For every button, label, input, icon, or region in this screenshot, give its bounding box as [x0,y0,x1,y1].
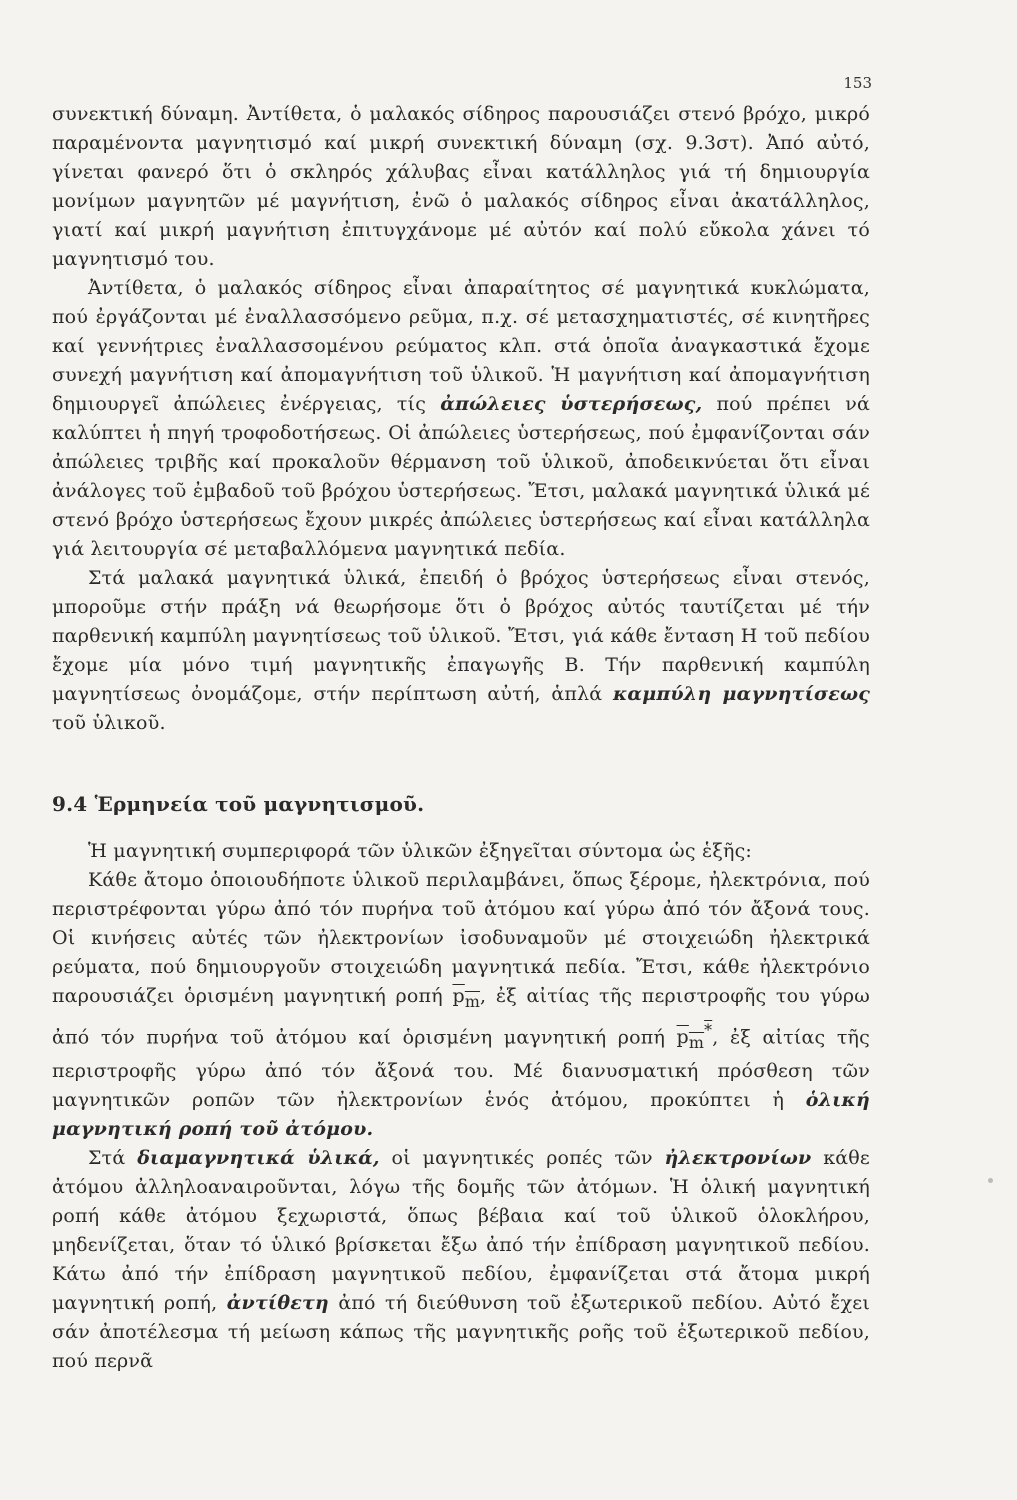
paragraph-6-text-d: ἀπό τή διεύθυνση τοῦ ἐξωτερικοῦ πεδίου. Αὐτό ἔχει σάν ἀποτέλεσμα τή μείωση κάπως τῆς μαγνητικῆς ροῆς τοῦ ἐξωτερικοῦ πεδίου, πού περνᾶ [52,1291,870,1372]
paragraph-3-text-b: τοῦ ὑλικοῦ. [52,712,166,734]
paragraph-6-text-a: Στά [88,1146,126,1169]
electrons-term: ἠλεκτρονίων [664,1146,812,1169]
spin-moment-symbol [676,1020,713,1052]
total-moment-term: ὁλική μαγνητική ροπή τοῦ ἀτόμου. [52,1088,870,1140]
paragraph-1 [52,100,870,274]
paragraph-3 [52,564,870,738]
paragraph-1-text: συνεκτική δύναμη. Ἀντίθετα, ὁ μαλακός σίδηρος παρουσιάζει στενό βρόχο, μικρό παραμένοντα μαγνητισμό καί μικρή συνεκτική δύναμη (σχ. 9.3στ). Ἀπό αὐτό, γίνεται φανερό ὅτι ὁ σκληρός χάλυβας εἶναι κατάλληλος γιά τή δημιουργία μονίμων μαγνητῶν μέ μαγνήτιση, ἐνῶ ὁ μαλακός σίδηρος εἶναι ἀκατάλληλος, γιατί καί μικρή μαγνήτιση ἐπιτυγχάνομε μέ αὐτόν καί πολύ εὔκολα χάνει τό μαγνητισμό του. [52,103,870,270]
spin-moment-letter: p [676,1026,689,1049]
paragraph-4-text: Ἡ μαγνητική συμπεριφορά τῶν ὑλικῶν ἐξηγεῖται σύντομα ὡς ἑξῆς: [88,840,753,862]
section-number: 9.4 [52,792,88,816]
paragraph-5-text-c: , ἐξ αἰτίας τῆς περιστροφῆς γύρω ἀπό τόν ἄξονά του. Μέ διανυσματική πρόσθεση τῶν μαγνητικῶν ροπῶν τῶν ἠλεκτρονίων ἑνός ἀτόμου, προκύπτει ἡ [52,1026,870,1111]
paragraph-6 [52,1144,870,1376]
paragraph-5 [52,866,870,1144]
spin-moment-superscript: * [704,1020,713,1040]
section-title: Ἑρμηνεία τοῦ μαγνητισμοῦ. [94,792,425,816]
orbital-moment-symbol [452,985,481,1011]
magnetization-curve-term: καμπύλη μαγνητίσεως [612,683,870,705]
orbital-moment-letter: p [452,985,465,1007]
paragraph-5-text-b: , ἐξ αἰτίας τῆς περιστροφῆς του γύρω ἀπό τόν πυρήνα τοῦ ἀτόμου καί ὁρισμένη μαγνητική ροπή [52,985,870,1049]
opposite-term: ἀντίθετη [226,1291,329,1314]
page-number: 153 [843,74,872,92]
paragraph-6-text-b: οἱ μαγνητικές ροπές τῶν [391,1146,653,1169]
paragraph-2-text-a: Ἀντίθετα, ὁ μαλακός σίδηρος εἶναι ἀπαραίτητος σέ μαγνητικά κυκλώματα, πού ἐργάζονται μέ ἐναλλασσόμενο ρεῦμα, π.χ. σέ μετασχηματιστές, σέ κινητῆρες καί γεννήτριες ἐναλλασσομένου ρεύματος κλπ. στά ὁποῖα ἀναγκαστικά ἔχομε συνεχή μαγνήτιση καί ἀπομαγνήτιση τοῦ ὑλικοῦ. Ἡ μαγνήτιση καί ἀπομαγνήτιση δημιουργεῖ ἀπώλειες ἐνέργειας, τίς [52,277,870,415]
margin-dot [988,1178,993,1183]
page-body [52,100,870,1376]
paragraph-5-text-a: Κάθε ἄτομο ὁποιουδήποτε ὑλικοῦ περιλαμβάνει, ὅπως ξέρομε, ἠλεκτρόνια, πού περιστρέφονται γύρω ἀπό τόν πυρήνα τοῦ ἀτόμου καί γύρω ἀπό τόν ἄξονά τους. Οἱ κινήσεις αὐτές τῶν ἠλεκτρονίων ἰσοδυναμοῦν μέ στοιχειώδη ἠλεκτρικά ρεύματα, πού δημιουργοῦν στοιχειώδη μαγνητικά πεδία. Ἔτσι, κάθε ἠλεκτρόνιο παρουσιάζει ὁρισμένη μαγνητική ροπή [52,869,870,1007]
diamagnetic-materials-term: διαμαγνητικά ὑλικά, [137,1146,380,1169]
paragraph-2 [52,274,870,564]
paragraph-2-text-b: πού πρέπει νά καλύπτει ἡ πηγή τροφοδοτήσεως. Οἱ ἀπώλειες ὑστερήσεως, πού ἐμφανίζονται σάν ἀπώλειες τριβῆς καί προκαλοῦν θέρμανση τοῦ ὑλικοῦ, ἀποδεικνύεται ὅτι εἶναι ἀνάλογες τοῦ ἐμβαδοῦ τοῦ βρόχου ὑστερήσεως. Ἔτσι, μαλακά μαγνητικά ὑλικά μέ στενό βρόχο ὑστερήσεως ἔχουν μικρές ἀπώλειες ὑστερήσεως καί εἶναι κατάλληλα γιά λειτουργία σέ μεταβαλλόμενα μαγνητικά πεδία. [52,393,870,560]
paragraph-6-text-c: κάθε ἀτόμου ἀλληλοαναιροῦνται, λόγω τῆς δομῆς τῶν ἀτόμων. Ἡ ὁλική μαγνητική ροπή κάθε ἀτόμου ξεχωριστά, ὅπως βέβαια καί τοῦ ὑλικοῦ ὁλοκλήρου, μηδενίζεται, ὅταν τό ὑλικό βρίσκεται ἔξω ἀπό τήν ἐπίδραση μαγνητικοῦ πεδίου. Κάτω ἀπό τήν ἐπίδραση μαγνητικοῦ πεδίου, ἐμφανίζεται στά ἄτομα μικρή μαγνητική ροπή, [52,1146,870,1314]
paragraph-4 [52,837,870,866]
orbital-moment-subscript: m [464,991,481,1011]
paragraph-3-text-a: Στά μαλακά μαγνητικά ὑλικά, ἐπειδή ὁ βρόχος ὑστερήσεως εἶναι στενός, μποροῦμε στήν πράξη νά θεωρήσομε ὅτι ὁ βρόχος αὐτός ταυτίζεται μέ τήν παρθενική καμπύλη μαγνητίσεως τοῦ ὑλικοῦ. Ἔτσι, γιά κάθε ἔνταση H τοῦ πεδίου ἔχομε μία μόνο τιμή μαγνητικῆς ἐπαγωγῆς B. Τήν παρθενική καμπύλη μαγνητίσεως ὀνομάζομε, στήν περίπτωση αὐτή, ἁπλά [52,567,870,705]
section-heading [52,790,870,819]
hysteresis-losses-term: ἀπώλειες ὑστερήσεως, [440,393,703,415]
spin-moment-subscript: m [688,1032,705,1052]
